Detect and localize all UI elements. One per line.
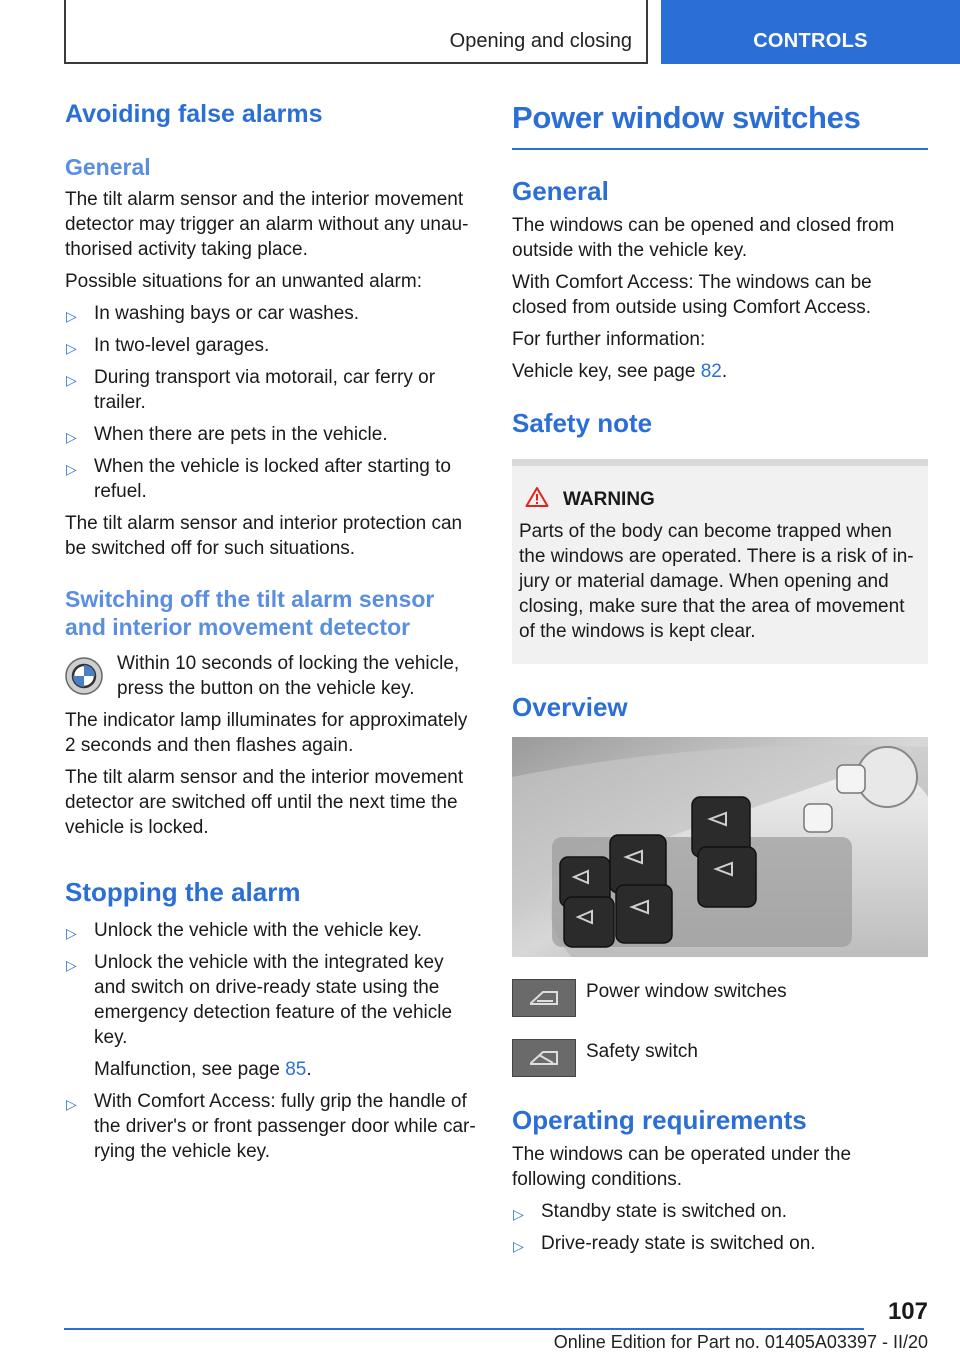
paragraph: Within 10 seconds of locking the vehicle, press the button on the vehicle key. [117,653,460,699]
malfunction-ref: Malfunction, see page 85. [94,1059,312,1080]
running-header-section: Opening and closing [64,0,648,64]
triangle-bullet-icon: ▷ [513,1238,524,1254]
warning-text: Parts of the body can become trapped when the windows are operated. There is a risk of in-jury or material damage. When opening and closing, make sure that the area of movement of the windows is kept clear. [519,521,914,642]
page-link-85[interactable]: 85 [285,1059,307,1080]
paragraph: With Comfort Access: The windows can be closed from outside using Comfort Access. [512,272,872,318]
legend-label: Power window switches [586,981,787,1002]
triangle-bullet-icon: ▷ [66,957,77,973]
triangle-bullet-icon: ▷ [66,1096,77,1112]
list-item: ▷ When there are pets in the vehicle. [65,422,480,447]
paragraph: The indicator lamp illuminates for approximately 2 seconds and then flashes again. [65,710,468,756]
triangle-bullet-icon: ▷ [66,429,77,445]
list-item: ▷ In two-level garages. [65,333,480,358]
operating-conditions-list [512,1199,928,1256]
heading-avoiding-false-alarms: Avoiding false alarms [65,100,323,128]
paragraph: For further information: [512,329,706,350]
safety-switch-icon [512,1039,576,1077]
right-column [512,100,928,1256]
paragraph: The tilt alarm sensor and the interior movement detector may trigger an alarm without any unau-thorised activity taking place. [65,189,469,260]
alarm-situations-list [65,301,480,504]
list-item: ▷ Standby state is switched on. [512,1199,928,1224]
page-link-82[interactable]: 82 [700,361,722,382]
left-column [65,100,480,1164]
bmw-key-button-icon [65,657,103,695]
list-item: ▷ Unlock the vehicle with the vehicle key. [65,918,480,943]
stopping-alarm-list [65,918,480,1164]
page-number: 107 [887,1298,928,1325]
paragraph: The tilt alarm sensor and the interior movement detector are switched off until the next time the vehicle is locked. [65,767,464,838]
list-item: ▷ When the vehicle is locked after starting to refuel. [66,456,451,502]
heading-power-window-switches: Power window switches [512,100,928,150]
vehicle-key-ref: Vehicle key, see page 82. [512,361,728,382]
triangle-bullet-icon: ▷ [66,461,77,477]
list-item: ▷ Unlock the vehicle with the integrated key and switch on drive-ready state using the emergency detection feature of the vehicle key. Malfunction, see page 85. [65,950,480,1082]
key-button-note [65,651,480,701]
triangle-bullet-icon: ▷ [66,308,77,324]
warning-triangle-icon [525,486,549,513]
power-window-switch-icon [512,979,576,1017]
heading-operating-requirements: Operating requirements [512,1105,807,1135]
edition-note: Online Edition for Part no. 01405A03397 - II/20 [553,1332,928,1352]
heading-stopping-alarm: Stopping the alarm [65,877,301,907]
legend-label: Safety switch [586,1041,698,1062]
list-item: ▷ Drive-ready state is switched on. [512,1231,928,1256]
heading-overview: Overview [512,692,628,722]
power-window-switch-photo [512,737,928,957]
warning-title: WARNING [563,488,655,510]
triangle-bullet-icon: ▷ [66,340,77,356]
legend-row-safety-switch [512,1039,928,1077]
chapter-tab[interactable]: CONTROLS [661,0,960,64]
triangle-bullet-icon: ▷ [66,372,77,388]
footer-divider [64,1328,864,1330]
triangle-bullet-icon: ▷ [513,1206,524,1222]
heading-general: General [65,154,151,180]
heading-switching-off: Switching off the tilt alarm sensor and interior movement detector [65,586,435,640]
heading-general: General [512,176,609,206]
paragraph: The tilt alarm sensor and interior protection can be switched off for such situations. [65,513,463,559]
list-item: ▷ In washing bays or car washes. [65,301,480,326]
paragraph: The windows can be opened and closed from outside with the vehicle key. [512,215,895,261]
heading-safety-note: Safety note [512,408,653,438]
warning-header [519,486,921,513]
paragraph: The windows can be operated under the following conditions. [512,1144,852,1190]
paragraph: Possible situations for an unwanted alarm: [65,271,422,292]
legend-row-power-window [512,979,928,1017]
list-item: ▷ With Comfort Access: fully grip the handle of the driver's or front passenger door while car-rying the vehicle key. [66,1091,476,1162]
warning-box [512,459,928,664]
triangle-bullet-icon: ▷ [66,925,77,941]
list-item: ▷ During transport via motorail, car ferry or trailer. [66,367,436,413]
